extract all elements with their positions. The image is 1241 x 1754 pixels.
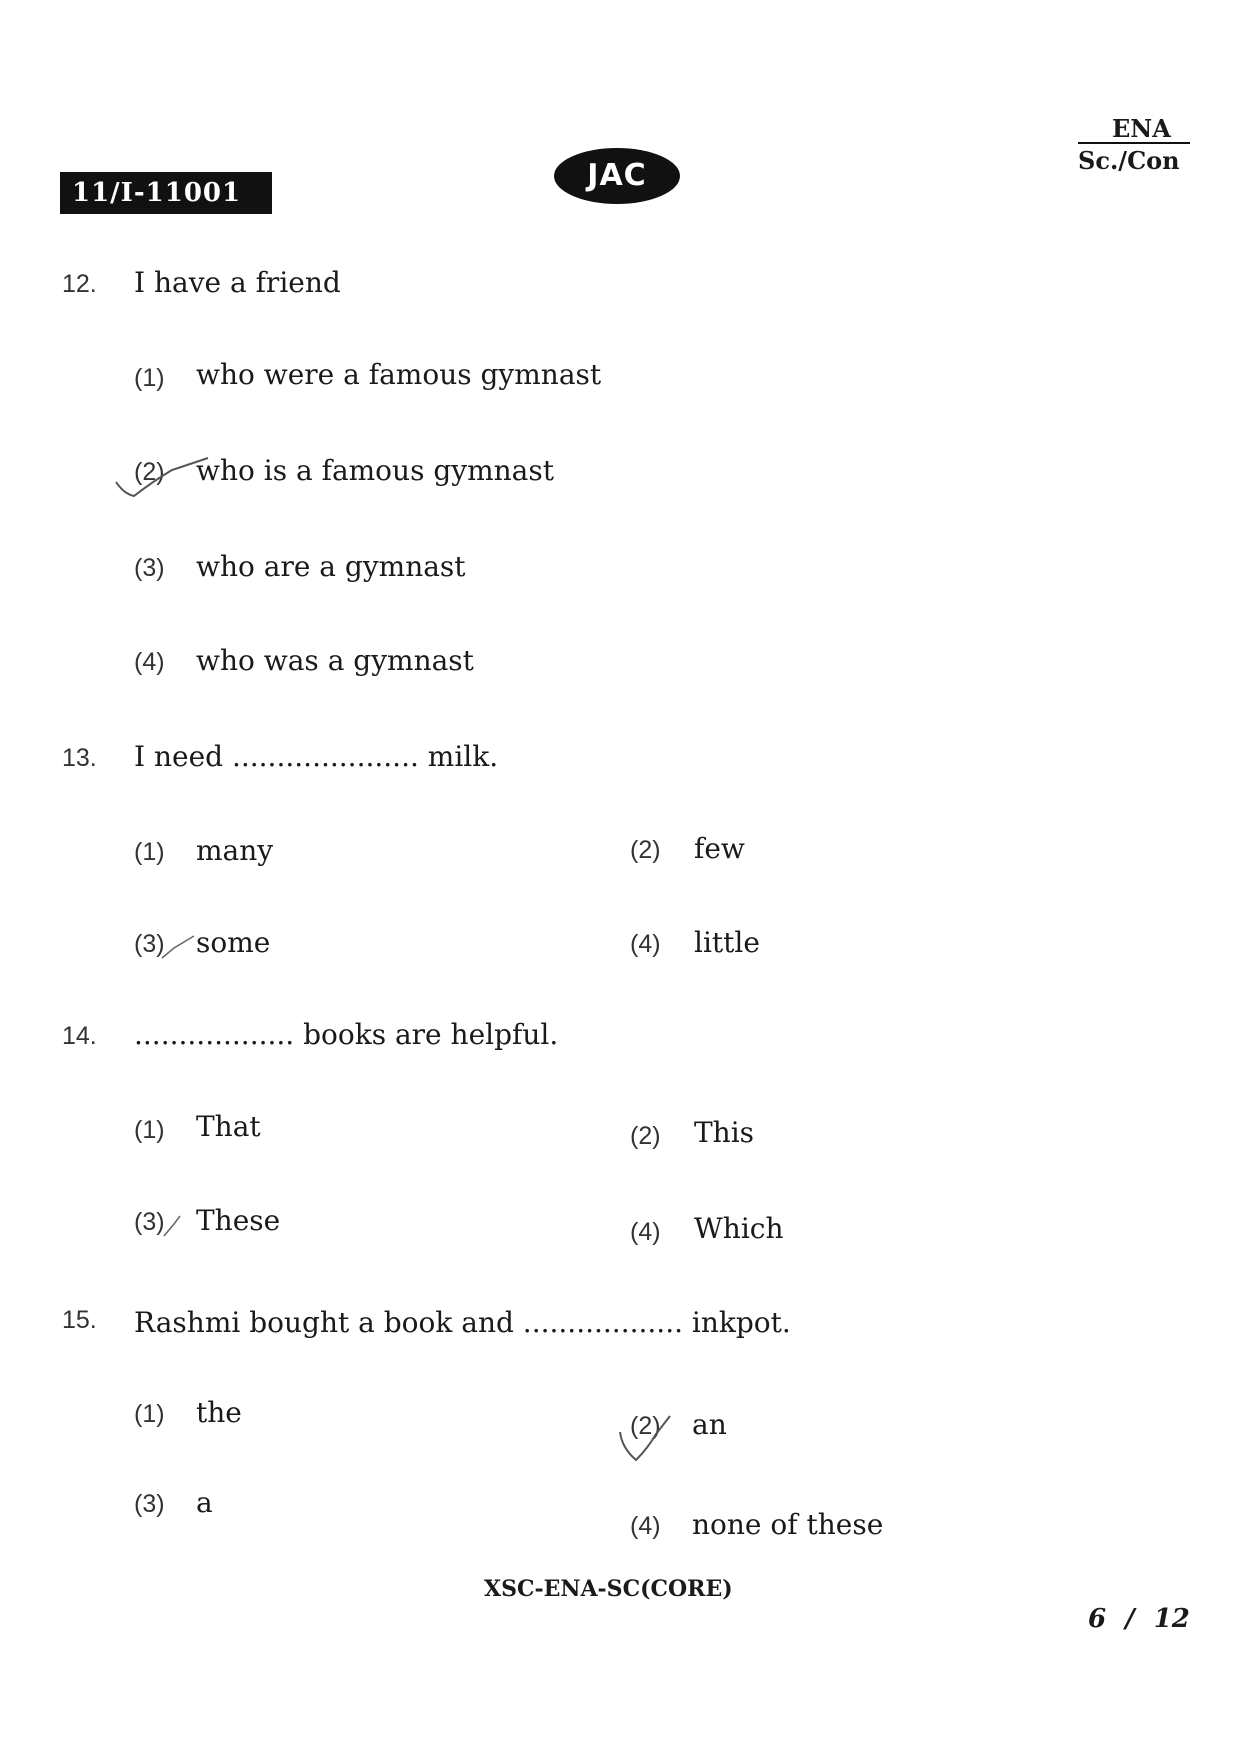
question-13-text: I need ..................... milk. — [134, 740, 499, 773]
q13-option-2-number: (2) — [630, 836, 661, 864]
q15-option-1-text: the — [196, 1396, 242, 1429]
q15-option-2-number: (2) — [630, 1412, 661, 1440]
footer-exam-code: XSC-ENA-SC(CORE) — [484, 1576, 733, 1602]
q14-option-1-text: That — [196, 1110, 261, 1143]
q13-option-4-text: little — [694, 926, 760, 959]
question-13-number: 13. — [62, 744, 97, 772]
q12-option-3-number: (3) — [134, 554, 165, 582]
q15-option-1-number: (1) — [134, 1400, 165, 1428]
question-15-text: Rashmi bought a book and .................. inkpot. — [134, 1306, 791, 1339]
jac-logo: JAC — [554, 148, 680, 204]
q15-option-2-text: an — [692, 1408, 727, 1441]
q14-option-1-number: (1) — [134, 1116, 165, 1144]
q12-option-2-number: (2) — [134, 458, 165, 486]
q12-option-1-number: (1) — [134, 364, 165, 392]
question-12-text: I have a friend — [134, 266, 341, 299]
q14-option-3-number: (3) — [134, 1208, 165, 1236]
header-divider — [1078, 142, 1190, 144]
question-12-number: 12. — [62, 270, 97, 298]
q15-option-3-text: a — [196, 1486, 213, 1519]
subject-code: ENA — [1112, 114, 1171, 143]
q12-answer-tick-mark — [112, 452, 222, 502]
q12-option-3-text: who are a gymnast — [196, 550, 466, 583]
q14-option-2-number: (2) — [630, 1122, 661, 1150]
stream-label: Sc./Con — [1078, 146, 1180, 175]
page-number: 6 / 12 — [1088, 1604, 1190, 1634]
q12-option-2-text: who is a famous gymnast — [196, 454, 554, 487]
q13-option-1-text: many — [196, 834, 274, 867]
q13-option-2-text: few — [694, 832, 745, 865]
q14-option-2-text: This — [694, 1116, 755, 1149]
question-14-number: 14. — [62, 1022, 97, 1050]
q15-option-3-number: (3) — [134, 1490, 165, 1518]
q12-option-4-text: who was a gymnast — [196, 644, 474, 677]
q13-option-1-number: (1) — [134, 838, 165, 866]
q15-answer-tick-mark — [616, 1408, 676, 1468]
q14-answer-tick-mark — [160, 1212, 190, 1242]
q13-answer-tick-mark — [160, 934, 200, 964]
q13-option-3-text: some — [196, 926, 271, 959]
q12-option-4-number: (4) — [134, 648, 165, 676]
q15-option-4-number: (4) — [630, 1512, 661, 1540]
question-15-number: 15. — [62, 1306, 97, 1334]
q15-option-4-text: none of these — [692, 1508, 884, 1541]
q13-option-4-number: (4) — [630, 930, 661, 958]
paper-code-badge: 11/I-11001 — [60, 172, 272, 214]
q13-option-3-number: (3) — [134, 930, 165, 958]
q14-option-3-text: These — [196, 1204, 281, 1237]
q14-option-4-number: (4) — [630, 1218, 661, 1246]
question-14-text: .................. books are helpful. — [134, 1018, 559, 1051]
q14-option-4-text: Which — [694, 1212, 784, 1245]
q12-option-1-text: who were a famous gymnast — [196, 358, 602, 391]
